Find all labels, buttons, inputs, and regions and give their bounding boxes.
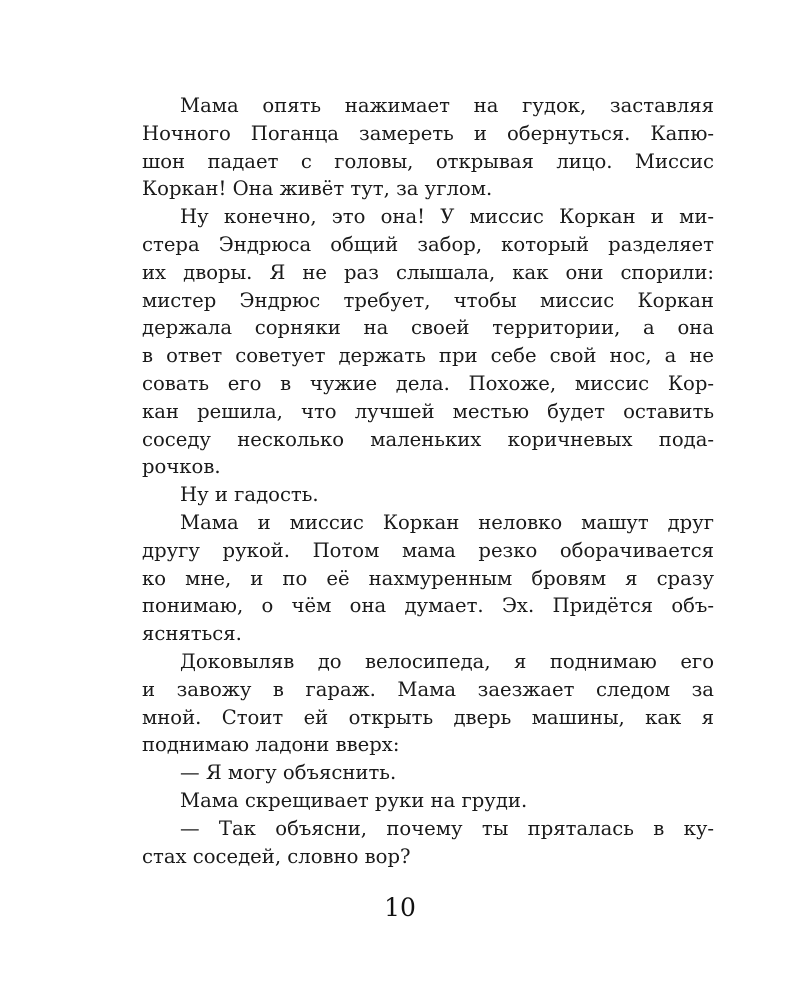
text-line: Коркан! Она живёт тут, за углом. xyxy=(142,177,493,201)
text-line: ясняться. xyxy=(142,622,242,646)
page-number: 10 xyxy=(384,893,416,922)
text-line: Ну конечно, это она! У миссис Коркан и ми- xyxy=(180,205,714,229)
text-line: в ответ советует держать при себе свой нос, а не xyxy=(142,344,714,368)
dialogue-line: — Так объясни, почему ты пряталась в ку- xyxy=(180,816,714,840)
text-line: поднимаю ладони вверх: xyxy=(142,733,400,757)
text-line: мистер Эндрюс требует, чтобы миссис Коркан xyxy=(142,288,714,312)
text-line: держала сорняки на своей территории, а она xyxy=(142,316,714,340)
text-line: другу рукой. Потом мама резко оборачивается xyxy=(142,538,714,562)
dialogue-line: стах соседей, словно вор? xyxy=(142,844,411,868)
text-line: Ночного Поганца замереть и обернуться. Капю- xyxy=(142,121,714,145)
text-line: совать его в чужие дела. Похоже, миссис Кор- xyxy=(142,371,714,395)
text-line: стера Эндрюса общий забор, который разделяет xyxy=(142,232,714,256)
text-line: мной. Стоит ей открыть дверь машины, как я xyxy=(142,705,714,729)
text-line: шон падает с головы, открывая лицо. Миссис xyxy=(142,149,714,173)
text-line: понимаю, о чём она думает. Эх. Придётся объ- xyxy=(142,594,714,618)
text-line: Ну и гадость. xyxy=(180,483,319,507)
text-line: Мама скрещивает руки на груди. xyxy=(180,788,528,812)
text-line: Мама и миссис Коркан неловко машут друг xyxy=(180,510,714,534)
text-line: соседу несколько маленьких коричневых пода- xyxy=(142,427,714,451)
text-line: рочков. xyxy=(142,455,221,479)
text-line: Мама опять нажимает на гудок, заставляя xyxy=(180,94,714,117)
dialogue-line: — Я могу объяснить. xyxy=(180,761,397,785)
text-line: их дворы. Я не раз слышала, как они спорили: xyxy=(142,260,714,284)
text-line: и завожу в гараж. Мама заезжает следом за xyxy=(142,677,714,701)
text-line: кан решила, что лучшей местью будет оставить xyxy=(142,399,714,423)
text-line: ко мне, и по её нахмуренным бровям я сразу xyxy=(142,566,714,590)
book-page-text xyxy=(142,92,714,870)
text-line: Доковыляв до велосипеда, я поднимаю его xyxy=(180,649,714,673)
